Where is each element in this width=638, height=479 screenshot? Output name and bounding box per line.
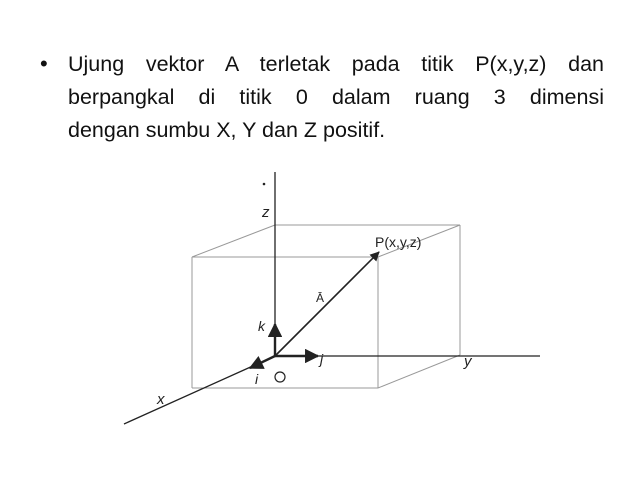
- unit-vector-i-arrow: [250, 356, 275, 368]
- vector-a-label: Ā: [316, 291, 325, 305]
- bullet-symbol: •: [40, 51, 48, 76]
- point-p-label: P(x,y,z): [375, 234, 422, 250]
- box-edge-top-left: [192, 225, 275, 257]
- origin-marker: [275, 372, 285, 382]
- vector-a-arrow: [275, 252, 379, 356]
- box-edge-bottom-right: [378, 355, 460, 388]
- y-axis-label: y: [464, 353, 472, 370]
- unit-j-label: j: [320, 351, 324, 367]
- unit-k-label: k: [258, 318, 265, 334]
- z-axis-top-dot: [263, 183, 266, 186]
- bullet-text-line-2: berpangkal di titik 0 dalam ruang 3 dimensi: [68, 85, 604, 109]
- x-axis-label: x: [157, 391, 165, 408]
- bullet-text-line-3: dengan sumbu X, Y dan Z positif.: [68, 118, 386, 142]
- bullet-text-line-1: Ujung vektor A terletak pada titik P(x,y,z) dan: [68, 52, 604, 76]
- unit-i-label: i: [255, 371, 259, 387]
- z-axis-label: z: [262, 204, 270, 221]
